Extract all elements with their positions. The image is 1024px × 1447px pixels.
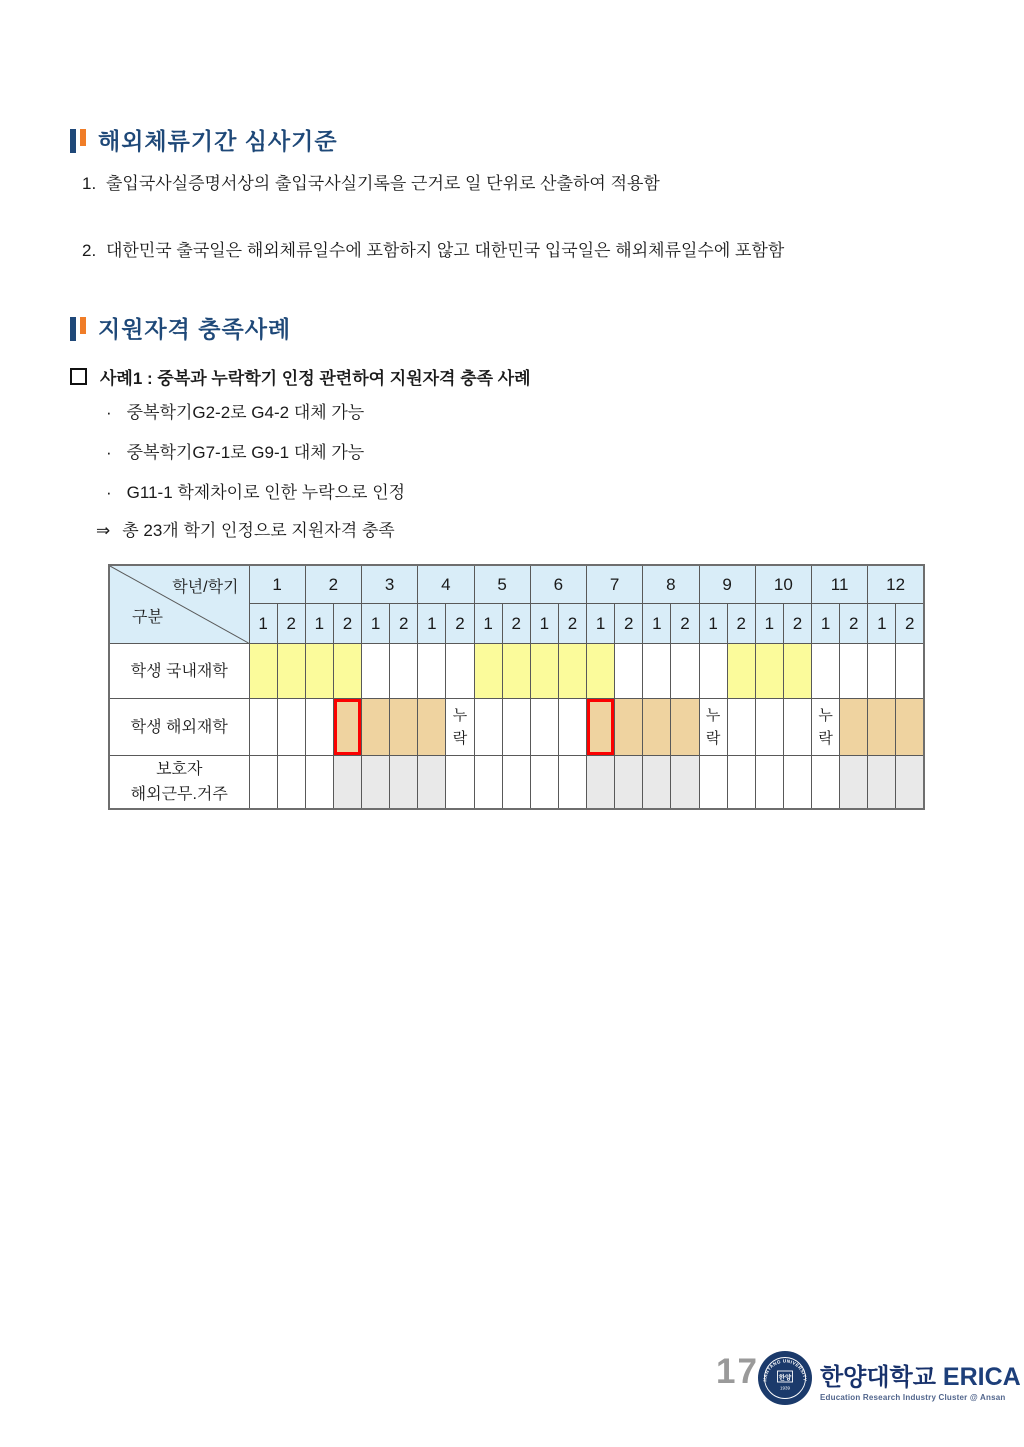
grade-header-cell: 10	[755, 565, 811, 604]
semester-schedule-table	[108, 564, 925, 810]
grid-cell-empty	[474, 699, 502, 756]
grid-cell-yellow	[530, 644, 558, 699]
bullet-text: 중복학기G7-1로 G9-1 대체 가능	[126, 443, 365, 462]
grid-cell-yellow	[587, 644, 615, 699]
bullet-text: G11-1 학제차이로 인한 누락으로 인정	[126, 483, 406, 502]
grid-cell-empty	[671, 644, 699, 699]
grid-cell-tan	[418, 699, 446, 756]
grid-cell-empty	[530, 699, 558, 756]
row-label: 학생 국내재학	[109, 644, 249, 699]
table-row	[109, 756, 924, 810]
grid-cell-empty	[840, 644, 868, 699]
semester-header-cell: 1	[868, 604, 896, 644]
list-item	[106, 441, 1024, 465]
list-item	[106, 401, 1024, 425]
grid-cell-tan	[840, 699, 868, 756]
table-body	[109, 644, 924, 810]
grid-cell-empty	[502, 699, 530, 756]
grid-cell-yellow	[783, 644, 811, 699]
grid-cell-gray	[896, 756, 924, 810]
grid-cell-empty	[277, 756, 305, 810]
grid-cell-tan	[615, 699, 643, 756]
semester-header-cell: 1	[249, 604, 277, 644]
semester-header-cell: 1	[587, 604, 615, 644]
corner-label-grade-semester: 학년/학기	[172, 579, 239, 596]
row-label: 학생 해외재학	[109, 699, 249, 756]
square-bullet-icon	[70, 368, 87, 385]
item-text: 대한민국 출국일은 해외체류일수에 포함하지 않고 대한민국 입국일은 해외체류일수에 포함함	[106, 241, 785, 260]
grid-cell-empty	[812, 756, 840, 810]
semester-header-cell: 2	[446, 604, 474, 644]
grid-cell-gray	[671, 756, 699, 810]
university-wordmark	[820, 1357, 1021, 1402]
corner-label-category: 구분	[132, 609, 163, 626]
semester-header-cell: 2	[277, 604, 305, 644]
grid-cell-yellow	[277, 644, 305, 699]
row-label: 보호자 해외근무.거주	[109, 756, 249, 810]
grid-cell-gray	[840, 756, 868, 810]
semester-header-cell: 2	[671, 604, 699, 644]
semester-header-cell: 2	[502, 604, 530, 644]
grid-cell-tan	[362, 699, 390, 756]
grade-header-cell: 9	[699, 565, 755, 604]
table-row	[109, 644, 924, 699]
grid-cell-gray	[390, 756, 418, 810]
grid-cell-empty	[249, 699, 277, 756]
grade-header-cell: 6	[530, 565, 586, 604]
semester-header-cell: 1	[755, 604, 783, 644]
grid-cell-tan	[896, 699, 924, 756]
grid-cell-empty	[615, 644, 643, 699]
semester-header-cell: 1	[305, 604, 333, 644]
grid-cell-empty	[699, 644, 727, 699]
grid-cell-gray	[643, 756, 671, 810]
grid-cell-text: 누락	[699, 699, 727, 756]
grid-cell-empty	[783, 756, 811, 810]
semester-header-cell: 2	[783, 604, 811, 644]
grid-cell-empty	[502, 756, 530, 810]
seal-ring-text: HANYANG UNIVERSITY	[762, 1358, 808, 1382]
grid-cell-empty	[249, 756, 277, 810]
corner-cell	[109, 565, 249, 644]
conclusion-line	[96, 519, 1024, 543]
conclusion-text: 총 23개 학기 인정으로 지원자격 충족	[122, 521, 395, 540]
grid-cell-empty	[727, 699, 755, 756]
table-row	[109, 699, 924, 756]
wordmark-erica: ERICA	[942, 1363, 1021, 1391]
wordmark-line	[820, 1357, 1021, 1392]
dot-bullet-icon: ·	[106, 483, 112, 502]
grid-cell-empty	[362, 644, 390, 699]
grid-cell-tan-red-outline	[587, 699, 615, 756]
dot-bullet-icon: ·	[106, 443, 112, 462]
grade-header-cell: 11	[812, 565, 868, 604]
grid-cell-gray	[615, 756, 643, 810]
grade-header-cell: 4	[418, 565, 474, 604]
heading-blue-bar-icon	[70, 317, 76, 341]
grid-cell-gray	[868, 756, 896, 810]
heading-orange-bar-icon	[80, 317, 86, 334]
grid-cell-empty	[418, 644, 446, 699]
section-heading-eligibility-cases	[70, 314, 1024, 344]
grade-header-cell: 1	[249, 565, 305, 604]
grade-header-cell: 7	[587, 565, 643, 604]
grid-cell-empty	[643, 644, 671, 699]
item-text: 출입국사실증명서상의 출입국사실기록을 근거로 일 단위로 산출하여 적용함	[106, 174, 660, 193]
grid-cell-yellow	[305, 644, 333, 699]
semester-header-cell: 1	[643, 604, 671, 644]
grid-cell-yellow	[727, 644, 755, 699]
grid-cell-empty	[530, 756, 558, 810]
numbered-item-2	[82, 239, 1024, 262]
semester-header-cell: 2	[896, 604, 924, 644]
semester-header-cell: 1	[418, 604, 446, 644]
grid-cell-empty	[812, 644, 840, 699]
grid-cell-empty	[277, 699, 305, 756]
grid-cell-empty	[783, 699, 811, 756]
grid-cell-empty	[305, 756, 333, 810]
grid-cell-empty	[446, 644, 474, 699]
wordmark-korean: 한양대학교	[820, 1364, 936, 1391]
semester-header-cell: 2	[840, 604, 868, 644]
grid-cell-empty	[755, 756, 783, 810]
semester-header-cell: 2	[558, 604, 586, 644]
grid-cell-gray	[587, 756, 615, 810]
semester-header-cell: 1	[699, 604, 727, 644]
semester-header-cell: 1	[474, 604, 502, 644]
grid-cell-text: 누락	[812, 699, 840, 756]
semester-header-cell: 1	[812, 604, 840, 644]
grid-cell-gray	[418, 756, 446, 810]
semester-header-cell: 1	[362, 604, 390, 644]
grade-header-row	[109, 565, 924, 604]
grid-cell-empty	[699, 756, 727, 810]
grid-cell-yellow	[249, 644, 277, 699]
page-number: 17	[716, 1352, 759, 1391]
university-seal-icon	[757, 1350, 813, 1406]
grid-cell-gray	[362, 756, 390, 810]
seal-shield-text: 한양	[778, 1374, 792, 1382]
grid-cell-tan	[671, 699, 699, 756]
grade-header-cell: 2	[305, 565, 361, 604]
case1-bullet-list	[0, 401, 1024, 505]
semester-header-cell: 2	[333, 604, 361, 644]
grid-cell-yellow	[333, 644, 361, 699]
grid-cell-empty	[727, 756, 755, 810]
dot-bullet-icon: ·	[106, 403, 112, 422]
bullet-text: 중복학기G2-2로 G4-2 대체 가능	[126, 403, 365, 422]
grid-cell-yellow	[558, 644, 586, 699]
page-footer	[0, 1348, 1024, 1412]
grid-cell-yellow	[474, 644, 502, 699]
list-item	[106, 481, 1024, 505]
grid-cell-empty	[558, 699, 586, 756]
item-number: 1.	[82, 174, 97, 193]
case1-heading-row	[70, 364, 1024, 389]
grid-cell-empty	[755, 699, 783, 756]
grid-cell-empty	[474, 756, 502, 810]
grid-cell-empty	[446, 756, 474, 810]
semester-header-cell: 1	[530, 604, 558, 644]
numbered-item-1	[82, 172, 1024, 195]
seal-year-text: 1939	[779, 1385, 791, 1391]
semester-header-cell: 2	[615, 604, 643, 644]
item-number: 2.	[82, 241, 97, 260]
heading-orange-bar-icon	[80, 129, 86, 146]
grid-cell-tan	[390, 699, 418, 756]
grid-cell-yellow	[502, 644, 530, 699]
section2-title: 지원자격 충족사례	[98, 316, 292, 342]
grade-header-cell: 8	[643, 565, 699, 604]
heading-blue-bar-icon	[70, 129, 76, 153]
grid-cell-empty	[390, 644, 418, 699]
grid-cell-tan	[868, 699, 896, 756]
section-heading-overseas-stay	[70, 126, 1024, 156]
grid-cell-empty	[896, 644, 924, 699]
grid-cell-yellow	[755, 644, 783, 699]
semester-header-cell: 2	[727, 604, 755, 644]
grid-cell-empty	[868, 644, 896, 699]
grid-cell-empty	[305, 699, 333, 756]
grid-cell-gray	[333, 756, 361, 810]
grid-cell-text: 누락	[446, 699, 474, 756]
case1-heading: 사례1 : 중복과 누락학기 인정 관련하여 지원자격 충족 사례	[100, 369, 531, 388]
grid-cell-empty	[558, 756, 586, 810]
semester-header-cell: 2	[390, 604, 418, 644]
wordmark-caption: Education Research Industry Cluster @ Ansan	[820, 1393, 1006, 1402]
section1-title: 해외체류기간 심사기준	[98, 128, 338, 154]
grade-header-cell: 3	[362, 565, 418, 604]
grid-cell-tan-red-outline	[333, 699, 361, 756]
grid-cell-tan	[643, 699, 671, 756]
double-arrow-icon: ⇒	[96, 521, 111, 540]
grade-header-cell: 5	[474, 565, 530, 604]
grade-header-cell: 12	[868, 565, 924, 604]
